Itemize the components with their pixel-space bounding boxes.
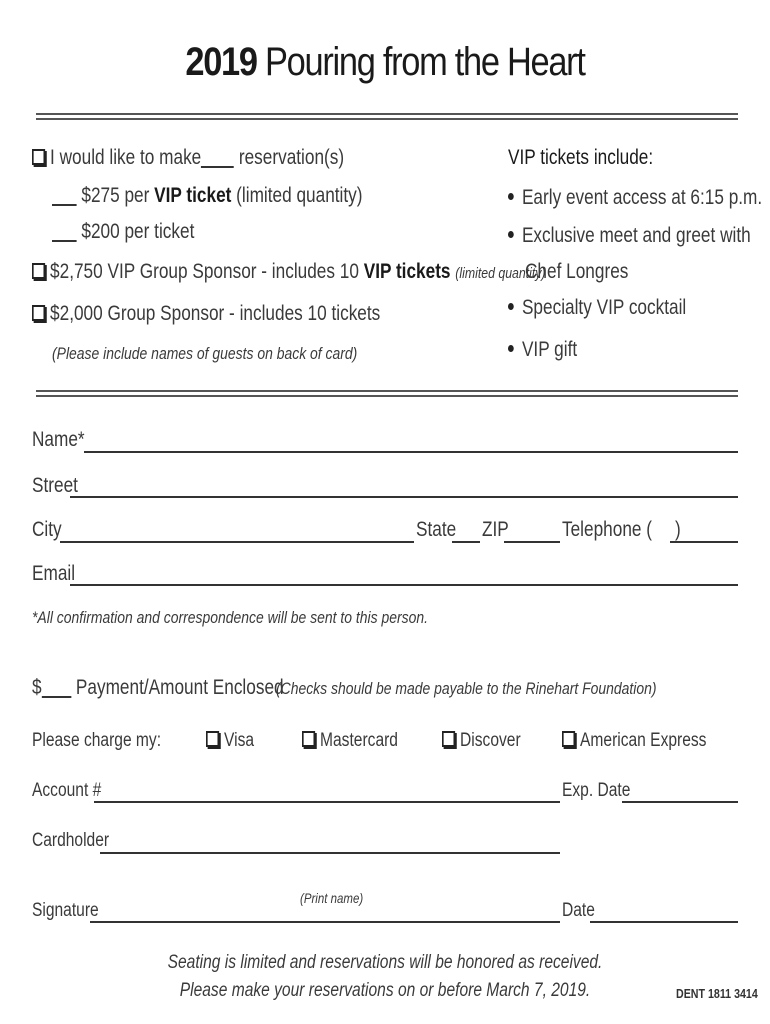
signature-field[interactable] [90,921,560,923]
vip-group-checkbox[interactable] [32,263,45,279]
vip-item: VIP gift [508,338,577,362]
vip-ticket-label: VIP ticket [154,184,232,207]
street-label: Street [32,474,78,497]
reservation-suffix: reservation(s) [238,146,345,169]
reservation-count-field[interactable] [201,150,234,168]
city-label: City [32,518,62,541]
vip-ticket-limited: (limited quantity) [236,184,363,207]
payment-label: Payment/Amount Enclosed [75,676,284,699]
group-label: $2,000 Group Sponsor - includes 10 tickets [50,302,381,325]
email-field[interactable] [70,584,738,586]
date-field[interactable] [590,921,738,923]
title-year: 2019 [185,40,257,84]
card-option-amex[interactable]: American Express [562,730,706,752]
middle-divider [36,390,738,392]
card-option-mastercard[interactable]: Mastercard [302,730,398,752]
name-label: Name* [32,428,85,451]
cardholder-field[interactable] [100,852,560,854]
confirmation-note: *All confirmation and correspondence will be sent to this person. [32,608,428,627]
account-label: Account # [32,780,102,801]
vip-heading: VIP tickets include: [508,146,654,169]
reservation-checkbox[interactable] [32,149,45,165]
group-checkbox[interactable] [32,305,45,321]
reservation-label: I would like to make [50,146,202,169]
vip-ticket-price: $275 per [81,184,150,207]
bullet-icon [508,303,514,310]
state-label: State [416,518,457,541]
vip-item-continued: Chef Longres [525,260,629,283]
card-option-discover[interactable]: Discover [442,730,521,752]
vip-item: Exclusive meet and greet with [508,224,751,248]
visa-checkbox[interactable] [206,731,219,747]
vip-group-bold: VIP tickets [363,260,451,283]
vip-group-label: $2,750 VIP Group Sponsor - includes 10 [50,260,359,283]
state-field[interactable] [452,541,480,543]
reservation-row [32,146,344,170]
group-row [32,302,380,326]
amex-checkbox[interactable] [562,731,575,747]
street-field[interactable] [70,496,738,498]
vip-item: Early event access at 6:15 p.m. [508,186,762,210]
name-field[interactable] [84,451,738,453]
date-label: Date [562,900,595,921]
print-name-hint: (Print name) [300,890,364,906]
vip-group-limited: (limited quantity) [455,265,546,282]
guests-note: (Please include names of guests on back of card) [52,344,358,363]
charge-label: Please charge my: [32,730,162,751]
zip-field[interactable] [504,541,560,543]
payment-amount-field[interactable] [42,680,72,698]
footer-line-2: Please make your reservations on or before March 7, 2019. [179,980,591,1001]
telephone-field[interactable] [670,541,738,543]
exp-date-field[interactable] [622,801,738,803]
title-text: Pouring from the Heart [265,40,585,84]
telephone-label: Telephone ( ) [562,518,681,541]
top-divider [36,113,738,115]
regular-ticket-label: $200 per ticket [81,220,195,243]
account-field[interactable] [94,801,560,803]
regular-ticket-row [52,220,194,244]
regular-ticket-count-field[interactable] [52,224,77,242]
vip-item: Specialty VIP cocktail [508,296,686,320]
vip-ticket-row [52,184,363,208]
mastercard-checkbox[interactable] [302,731,315,747]
bullet-icon [508,193,514,200]
form-code: DENT 1811 3414 [676,986,758,1001]
card-option-visa[interactable]: Visa [206,730,254,752]
bullet-icon [508,231,514,238]
city-field[interactable] [60,541,414,543]
cardholder-label: Cardholder [32,830,110,851]
page-title [54,40,716,85]
vip-ticket-count-field[interactable] [52,188,77,206]
checks-note: (Checks should be made payable to the Rinehart Foundation) [276,679,657,698]
payment-row: $ Payment/Amount Enclosed [32,676,284,699]
signature-label: Signature [32,900,99,921]
bullet-icon [508,345,514,352]
vip-group-row [32,260,546,284]
footer-line-1: Seating is limited and reservations will be honored as received. [167,952,603,973]
discover-checkbox[interactable] [442,731,455,747]
email-label: Email [32,562,76,585]
zip-label: ZIP [482,518,509,541]
exp-date-label: Exp. Date [562,780,631,801]
